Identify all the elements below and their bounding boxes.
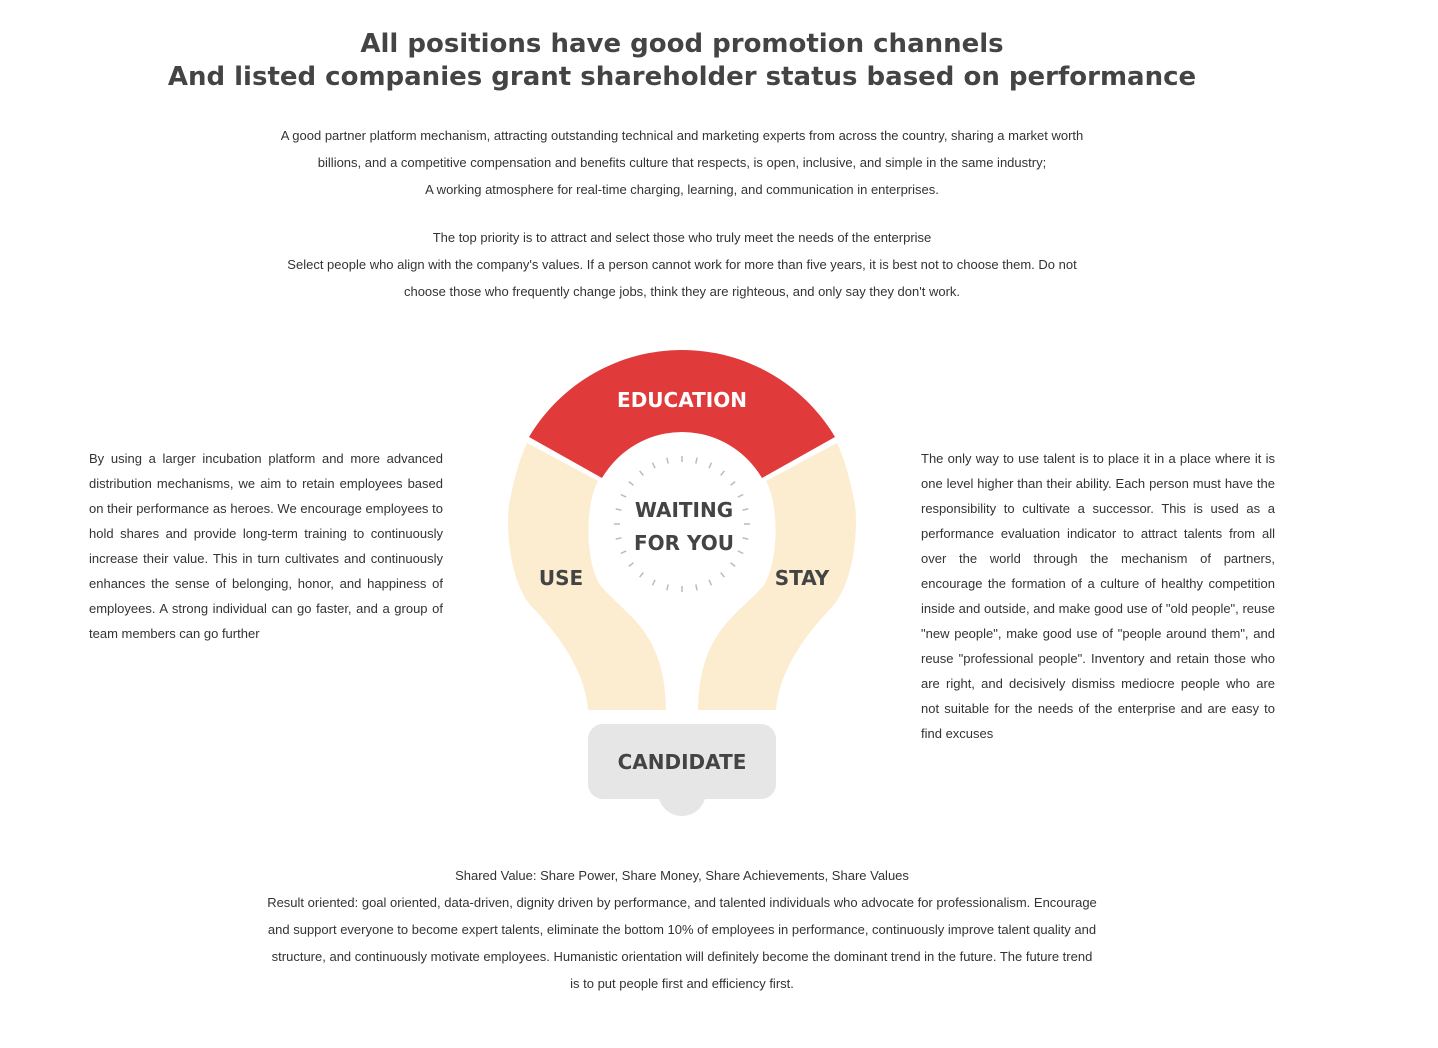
- center-label-line-2: FOR YOU: [633, 531, 735, 555]
- right-description: The only way to use talent is to place it in a place where it is one level higher than their ability. Each person must have the responsibility to cultivate a successor. This is used as a performance evaluation indicator to attract talents from all over the world through the mechanism of partners, encourage the formation of a culture of healthy competition inside and outside, and make good use of "old people", reuse "new people", make good use of "people around them", and reuse "professional people". Inventory and retain those who are right, and decisively dismiss mediocre people who are not suitable for the needs of the enterprise and are easy to find excuses: [921, 451, 1275, 741]
- talent-bulb-diagram: [490, 330, 874, 830]
- intro-line-3: A working atmosphere for real-time charging, learning, and communication in enterprises.: [425, 182, 939, 197]
- candidate-label: CANDIDATE: [617, 750, 747, 774]
- use-label: USE: [538, 566, 584, 590]
- title-line-1: All positions have good promotion channels: [360, 29, 1004, 59]
- shared-line-4: structure, and continuously motivate employees. Humanistic orientation will definitely become the dominant trend in the future. The future trend: [271, 949, 1093, 964]
- priority-line-1: The top priority is to attract and select those who truly meet the needs of the enterprise: [432, 230, 932, 245]
- stay-label: STAY: [774, 566, 830, 590]
- intro-line-2: billions, and a competitive compensation and benefits culture that respects, is open, inclusive, and simple in the same industry;: [317, 155, 1047, 170]
- shared-value-paragraph: [0, 862, 1364, 997]
- intro-line-1: A good partner platform mechanism, attracting outstanding technical and marketing experts from across the country, sharing a market worth: [280, 128, 1084, 143]
- intro-paragraph: [0, 122, 1364, 203]
- page-title: [0, 28, 1364, 94]
- shared-line-1: Shared Value: Share Power, Share Money, Share Achievements, Share Values: [455, 868, 909, 883]
- center-label-line-1: WAITING: [634, 498, 734, 522]
- priority-line-3: choose those who frequently change jobs, think they are righteous, and only say they don't work.: [403, 284, 961, 299]
- shared-line-5: is to put people first and efficiency first.: [570, 976, 794, 991]
- shared-line-2: Result oriented: goal oriented, data-driven, dignity driven by performance, and talented individuals who advocate for professionalism. Encourage: [267, 895, 1097, 910]
- shared-line-3: and support everyone to become expert talents, eliminate the bottom 10% of employees in performance, continuously improve talent quality and: [267, 922, 1097, 937]
- priority-line-2: Select people who align with the company's values. If a person cannot work for more than five years, it is best not to choose them. Do not: [287, 257, 1077, 272]
- priority-paragraph: [0, 224, 1364, 305]
- left-description: By using a larger incubation platform and more advanced distribution mechanisms, we aim to retain employees based on their performance as heroes. We encourage employees to hold shares and provide long-term training to continuously increase their value. This in turn cultivates and continuously enhances the sense of belonging, honor, and happiness of employees. A strong individual can go faster, and a group of team members can go further: [89, 451, 443, 641]
- title-line-2: And listed companies grant shareholder status based on performance: [167, 62, 1197, 92]
- education-label: EDUCATION: [617, 388, 747, 412]
